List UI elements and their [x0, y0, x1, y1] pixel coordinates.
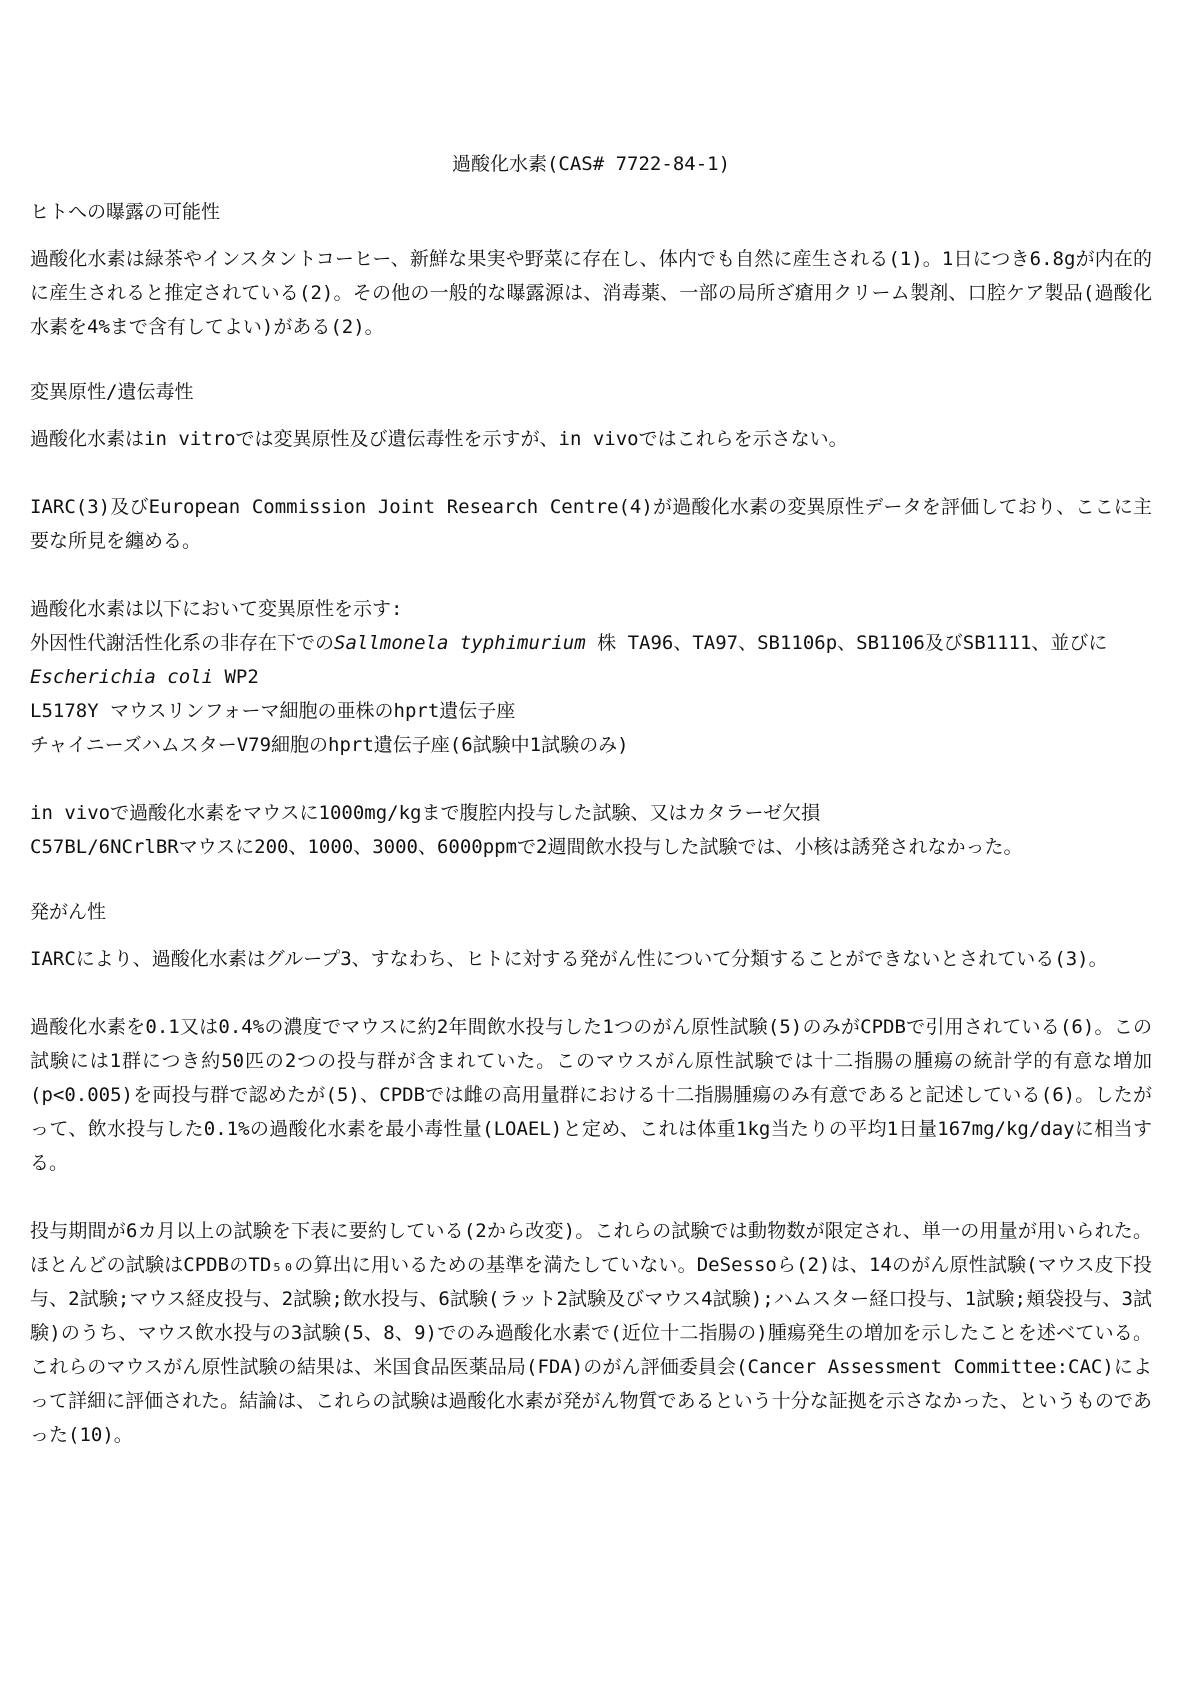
mutagenicity-list-item-2: L5178Y マウスリンフォーマ細胞の亜株のhprt遺伝子座 — [30, 700, 516, 722]
mutagenicity-list-intro: 過酸化水素は以下において変異原性を示す: — [30, 598, 403, 620]
list-item-1-strain2: WP2 — [213, 666, 259, 688]
list-item-1-pre: 外因性代謝活性化系の非存在下での — [30, 632, 335, 654]
mutagenicity-list-item-1-cont — [30, 660, 1152, 694]
section-heading-carcinogenicity: 発がん性 — [30, 901, 107, 923]
carcinogenicity-paragraph-1: IARCにより、過酸化水素はグループ3、すなわち、ヒトに対する発がん性について分類することができないとされている(3)。 — [30, 948, 1108, 970]
mutagenicity-paragraph-2: IARC(3)及びEuropean Commission Joint Research Centre(4)が過酸化水素の変異原性データを評価しており、ここに主要な所見を纏める。 — [30, 496, 1152, 552]
exposure-paragraph: 過酸化水素は緑茶やインスタントコーヒー、新鮮な果実や野菜に存在し、体内でも自然に産生される(1)。1日につき6.8gが内在的に産生されると推定されている(2)。その他の一般的な曝露源は、消毒薬、一部の局所ざ瘡用クリーム製剤、口腔ケア製品(過酸化水素を4%まで含有してよい)がある(2)。 — [30, 248, 1152, 338]
invivo-line-2: C57BL/6NCrlBRマウスに200、1000、3000、6000ppmで2週間飲水投与した試験では、小核は誘発されなかった。 — [30, 836, 1023, 858]
list-item-1-species2: Escherichia coli — [30, 666, 214, 688]
document-page — [30, 150, 1152, 1452]
mutagenicity-list-item-1 — [30, 626, 1152, 660]
carcinogenicity-paragraph-3: 投与期間が6カ月以上の試験を下表に要約している(2から改変)。これらの試験では動物数が限定され、単一の用量が用いられた。ほとんどの試験はCPDBのTD₅₀の算出に用いるための基準を満たしていない。DeSessoら(2)は、14のがん原性試験(マウス皮下投与、2試験;マウス経皮投与、2試験;飲水投与、6試験(ラット2試験及びマウス4試験);ハムスター経口投与、1試験;頬袋投与、3試験)のうち、マウス飲水投与の3試験(5、8、9)でのみ過酸化水素で(近位十二指腸の)腫瘍発生の増加を示したことを述べている。これらのマウスがん原性試験の結果は、米国食品医薬品局(FDA)のがん評価委員会(Cancer Assessment Committee:CAC)によって詳細に評価された。結論は、これらの試験は過酸化水素が発がん物質であるという十分な証拠を示さなかった、というものであった(10)。 — [30, 1220, 1152, 1446]
document-title: 過酸化水素(CAS# 7722-84-1) — [451, 153, 731, 175]
carcinogenicity-paragraph-2: 過酸化水素を0.1又は0.4%の濃度でマウスに約2年間飲水投与した1つのがん原性試験(5)のみがCPDBで引用されている(6)。この試験には1群につき約50匹の2つの投与群が含まれていた。このマウスがん原性試験では十二指腸の腫瘍の統計学的有意な増加(p<0.005)を両投与群で認めたが(5)、CPDBでは雌の高用量群における十二指腸腫瘍のみ有意であると記述している(6)。したがって、飲水投与した0.1%の過酸化水素を最小毒性量(LOAEL)と定め、これは体重1kg当たりの平均1日量167mg/kg/dayに相当する。 — [30, 1016, 1152, 1174]
list-item-1-species: Sallmonela typhimurium — [334, 632, 586, 654]
mutagenicity-list-item-3: チャイニーズハムスターV79細胞のhprt遺伝子座(6試験中1試験のみ) — [30, 734, 629, 756]
section-heading-mutagenicity: 変異原性/遺伝毒性 — [30, 381, 194, 403]
list-item-1-post: 株 TA96、TA97、SB1106p、SB1106及びSB1111、並びに — [585, 632, 1108, 654]
mutagenicity-paragraph-1: 過酸化水素はin vitroでは変異原性及び遺伝毒性を示すが、in vivoではこれらを示さない。 — [30, 428, 848, 450]
section-heading-exposure: ヒトへの曝露の可能性 — [30, 201, 221, 223]
invivo-line-1: in vivoで過酸化水素をマウスに1000mg/kgまで腹腔内投与した試験、又はカタラーゼ欠損 — [30, 802, 821, 824]
